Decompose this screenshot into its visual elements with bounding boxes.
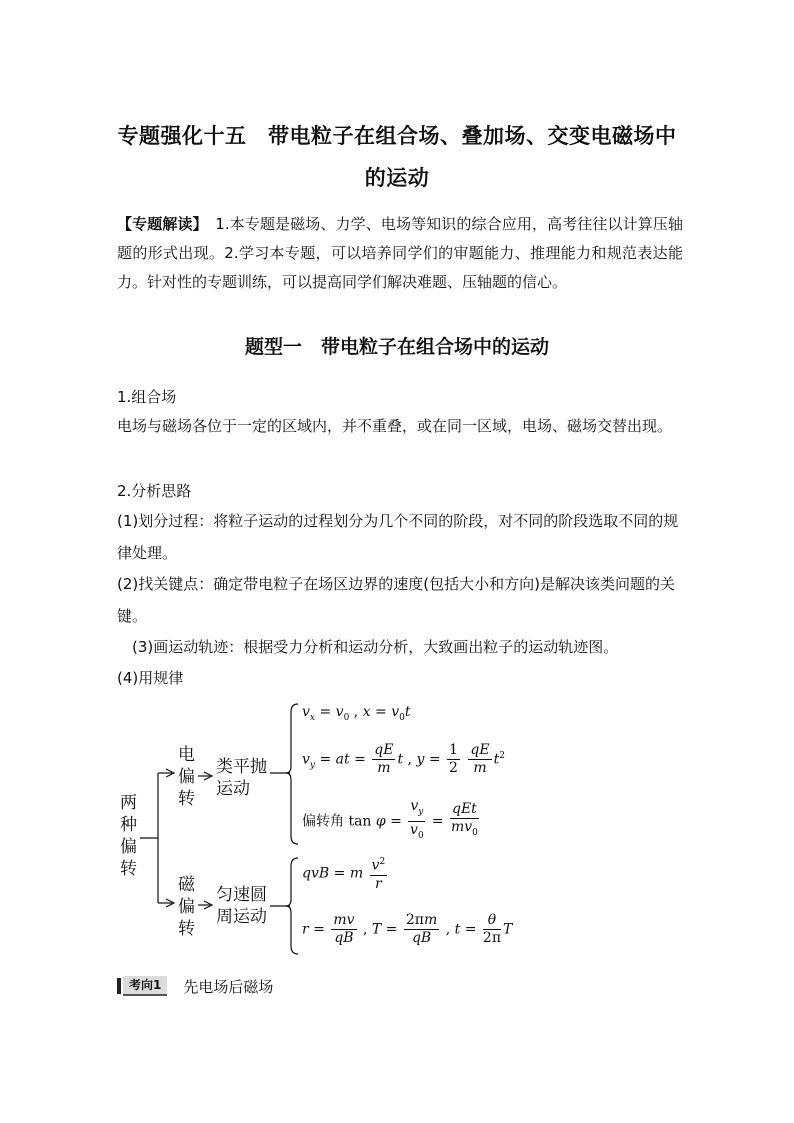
point2-heading: 2.分析思路 [117, 482, 192, 500]
two-deflections-label: 两 种 偏 转 [120, 793, 137, 879]
step-3: (3)画运动轨迹：根据受力分析和运动分析，大致画出粒子的运动轨迹图。 [117, 638, 619, 656]
electric-deflection-label: 电 偏 转 [178, 745, 195, 809]
step-2: (2)找关键点：确定带电粒子在场区边界的速度(包括大小和方向)是解决该类问题的关键。 [117, 575, 675, 625]
formula-velocity-x: $v_x = v_0$ , $x = v_0t$ [302, 704, 411, 723]
formula-velocity-y: $v_y$ = at = $\frac{qE}{m}$ t , y = $\frac{1}{2}$ $\frac{qE}{m}$ $t^2$ [302, 742, 505, 776]
circular-motion-label: 匀速圆 周运动 [216, 885, 267, 927]
intro-text: 1.本专题是磁场、力学、电场等知识的综合应用，高考往往以计算压轴题的形式出现。2.学习本专题，可以培养同学们的审题能力、推理能力和规范表达能力。针对性的专题训练，可以提高同学们解决难题、压轴题的信心。 [117, 215, 683, 291]
direction-badge: 考向1 [123, 976, 167, 996]
formula-radius-period: r = $\frac{mv}{qB}$ , T = $\frac{2\pi m}{qB}$ , t = $\frac{\theta}{2\pi}$ T [302, 912, 513, 946]
heading-bar [117, 978, 121, 994]
direction-heading [117, 976, 273, 996]
deflection-diagram [110, 698, 530, 960]
formula-lorentz-force: qvB = m $\frac{v^2}{r}$ [302, 854, 389, 893]
step-1: (1)划分过程：将粒子运动的过程划分为几个不同的阶段，对不同的阶段选取不同的规律处理。 [117, 512, 679, 562]
page-title: 专题强化十五 带电粒子在组合场、叠加场、交变电磁场中 [117, 123, 677, 148]
point1-heading: 1.组合场 [117, 388, 177, 406]
direction-title: 先电场后磁场 [183, 977, 274, 996]
topic-intro [117, 210, 683, 297]
projectile-motion-label: 类平抛 运动 [216, 757, 267, 799]
formula-deflection-angle: 偏转角 tan φ = $\frac{v_y}{v_0}$ = $\frac{\text{qEt}}{mv_0}$ [302, 798, 478, 841]
deflection-angle-label: 偏转角 [302, 813, 344, 830]
point1-text: 电场与磁场各位于一定的区域内，并不重叠，或在同一区域，电场、磁场交替出现。 [117, 417, 673, 435]
page-title-continued: 的运动 [364, 165, 430, 190]
intro-tag: 【专题解读】 [117, 215, 201, 233]
step-4: (4)用规律 [117, 669, 184, 687]
section-title: 题型一 带电粒子在组合场中的运动 [244, 336, 549, 358]
magnetic-deflection-label: 磁 偏 转 [178, 875, 195, 939]
